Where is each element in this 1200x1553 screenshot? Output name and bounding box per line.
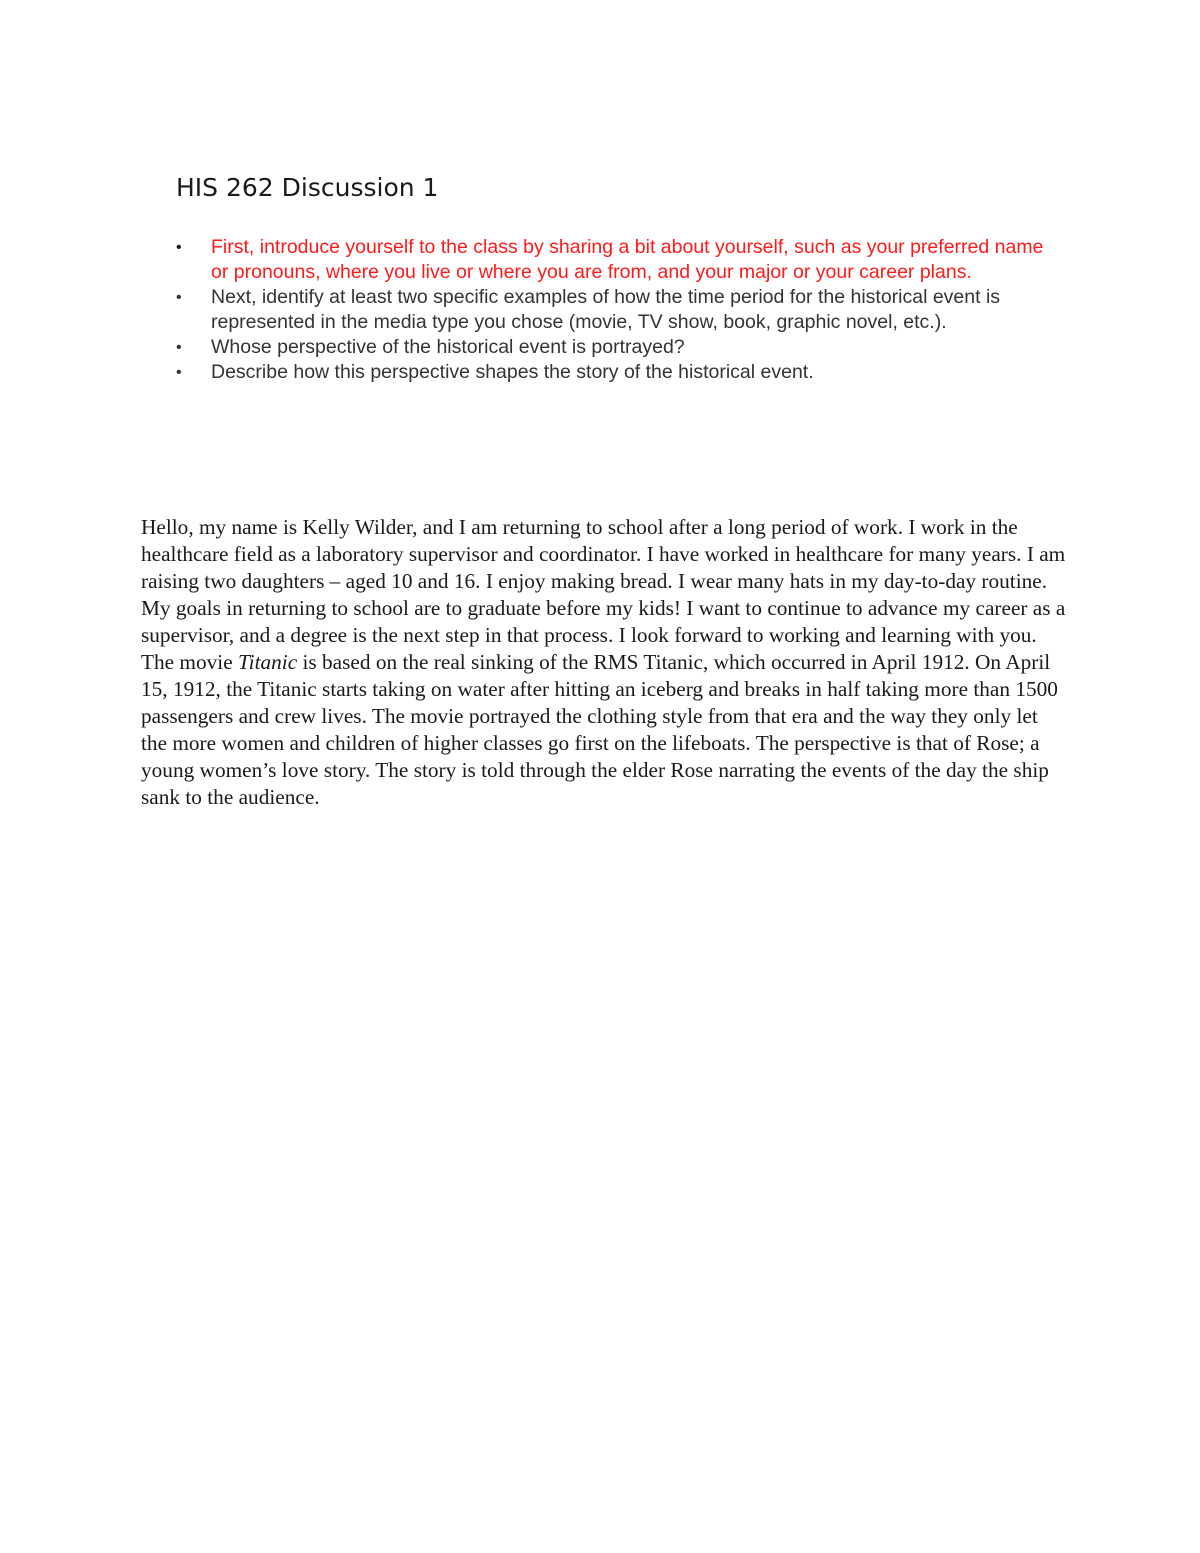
bullet-icon: • bbox=[176, 339, 182, 356]
document-title: HIS 262 Discussion 1 bbox=[176, 173, 439, 202]
prompt-item-perspective bbox=[176, 335, 1066, 360]
prompt-list bbox=[176, 235, 1066, 385]
answer-paragraph bbox=[141, 514, 1066, 811]
answer-text-part-1: Hello, my name is Kelly Wilder, and I am returning to school after a long period of work. I work in the healthcare field as a laboratory supervisor and coordinator. I have worked in healthcare for many years. I am raising two daughters – aged 10 and 16. I enjoy making bread. I wear many hats in my day-to-day routine. My goals in returning to school are to graduate before my kids! I want to continue to advance my career as a supervisor, and a degree is the next step in that process. I look forward to working and learning with you. The movie bbox=[141, 515, 1066, 674]
bullet-icon: • bbox=[176, 364, 182, 381]
bullet-icon: • bbox=[176, 239, 182, 256]
prompt-item-examples bbox=[176, 285, 1066, 335]
answer-text-part-2: is based on the real sinking of the RMS Titanic, which occurred in April 1912. On April 15, 1912, the Titanic starts taking on water after hitting an iceberg and breaks in half taking more than 1500 passengers and crew lives. The movie portrayed the clothing style from that era and the way they only let the more women and children of higher classes go first on the lifeboats. The perspective is that of Rose; a young women’s love story. The story is told through the elder Rose narrating the events of the day the ship sank to the audience. bbox=[141, 650, 1058, 809]
prompt-item-shapes bbox=[176, 360, 1066, 385]
prompt-text: Describe how this perspective shapes the story of the historical event. bbox=[211, 361, 814, 383]
prompt-text: Whose perspective of the historical event is portrayed? bbox=[211, 336, 685, 358]
prompt-item-introduce bbox=[176, 235, 1066, 285]
bullet-icon: • bbox=[176, 289, 182, 306]
prompt-text: Next, identify at least two specific examples of how the time period for the historical event is represented in the media type you chose (movie, TV show, book, graphic novel, etc.). bbox=[211, 286, 1001, 333]
movie-title-italic: Titanic bbox=[238, 650, 298, 674]
prompt-text: First, introduce yourself to the class by sharing a bit about yourself, such as your preferred name or pronouns, where you live or where you are from, and your major or your career plans. bbox=[211, 236, 1044, 283]
